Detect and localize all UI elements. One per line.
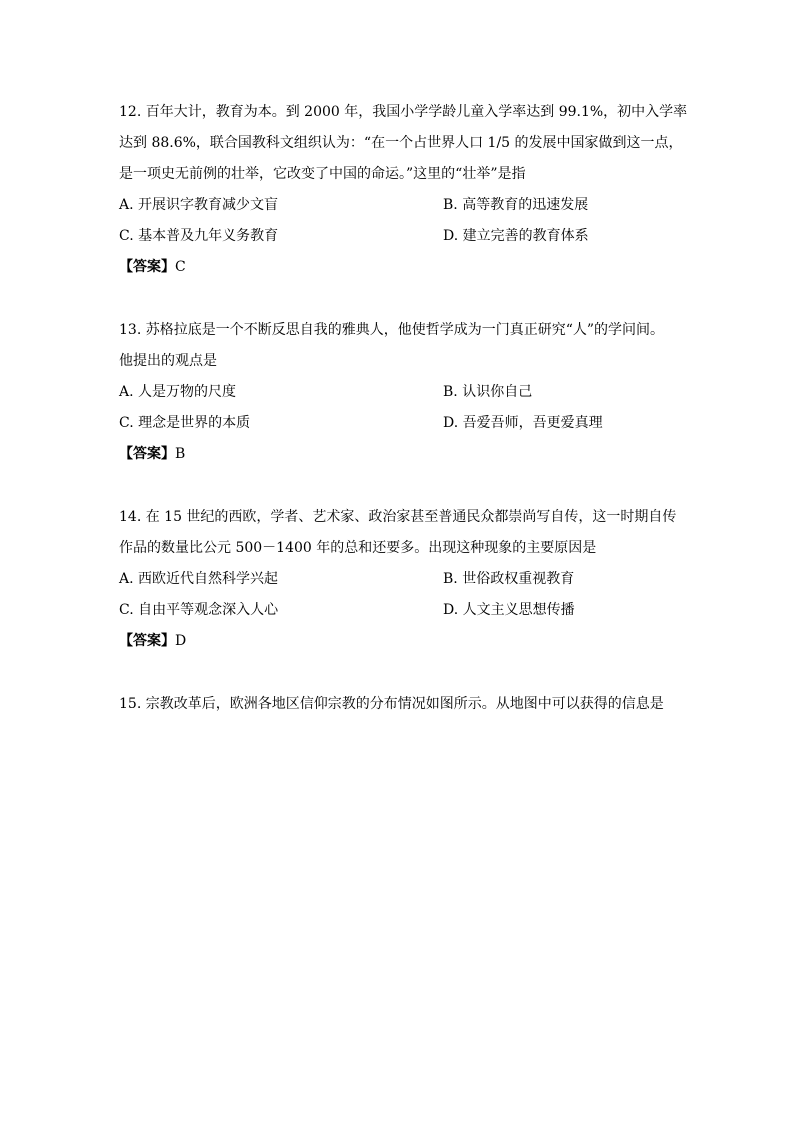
answer-value: C xyxy=(175,259,186,275)
question-14 xyxy=(119,502,719,657)
options-row xyxy=(119,221,719,252)
question-stem-line: 达到 88.6%，联合国教科文组织认为：“在一个占世界人口 1/5 的发展中国家做到这一点， xyxy=(119,135,683,151)
answer-label: 【答案】 xyxy=(119,259,175,275)
question-13 xyxy=(119,315,719,470)
question-stem-line: 15. 宗教改革后，欧洲各地区信仰宗教的分布情况如图所示。从地图中可以获得的信息是 xyxy=(119,696,664,712)
answer-line xyxy=(119,252,719,283)
question-15 xyxy=(119,689,719,720)
option-a: A. 西欧近代自然科学兴起 xyxy=(119,571,279,587)
option-a: A. 开展识字教育减少文盲 xyxy=(119,197,279,213)
question-stem-line: 作品的数量比公元 500－1400 年的总和还要多。出现这种现象的主要原因是 xyxy=(119,540,597,556)
option-c: C. 理念是世界的本质 xyxy=(119,415,251,431)
question-stem-line: 他提出的观点是 xyxy=(119,353,217,369)
answer-label: 【答案】 xyxy=(119,633,175,649)
option-c: C. 基本普及九年义务教育 xyxy=(119,228,279,244)
question-stem-line: 13. 苏格拉底是一个不断反思自我的雅典人，他使哲学成为一门真正研究“人”的学问间。 xyxy=(119,322,665,338)
option-d: D. 人文主义思想传播 xyxy=(443,602,575,618)
options-row xyxy=(119,595,719,626)
options-row xyxy=(119,190,719,221)
options-row xyxy=(119,408,719,439)
options-row xyxy=(119,377,719,408)
option-d: D. 建立完善的教育体系 xyxy=(443,228,589,244)
answer-value: D xyxy=(175,633,187,649)
question-stem-line: 12. 百年大计，教育为本。到 2000 年，我国小学学龄儿童入学率达到 99.1%，初中入学率 xyxy=(119,104,688,120)
question-stem-line: 14. 在 15 世纪的西欧，学者、艺术家、政治家甚至普通民众都崇尚写自传，这一时期自传 xyxy=(119,509,677,525)
answer-line xyxy=(119,439,719,470)
answer-value: B xyxy=(175,446,186,462)
answer-line xyxy=(119,626,719,657)
option-b: B. 认识你自己 xyxy=(443,384,533,400)
option-b: B. 世俗政权重视教育 xyxy=(443,571,575,587)
answer-label: 【答案】 xyxy=(119,446,175,462)
question-stem-line: 是一项史无前例的壮举，它改变了中国的命运。”这里的“壮举”是指 xyxy=(119,166,526,182)
options-row xyxy=(119,564,719,595)
option-b: B. 高等教育的迅速发展 xyxy=(443,197,589,213)
option-c: C. 自由平等观念深入人心 xyxy=(119,602,279,618)
question-12 xyxy=(119,97,719,283)
option-a: A. 人是万物的尺度 xyxy=(119,384,237,400)
option-d: D. 吾爱吾师，吾更爱真理 xyxy=(443,415,603,431)
